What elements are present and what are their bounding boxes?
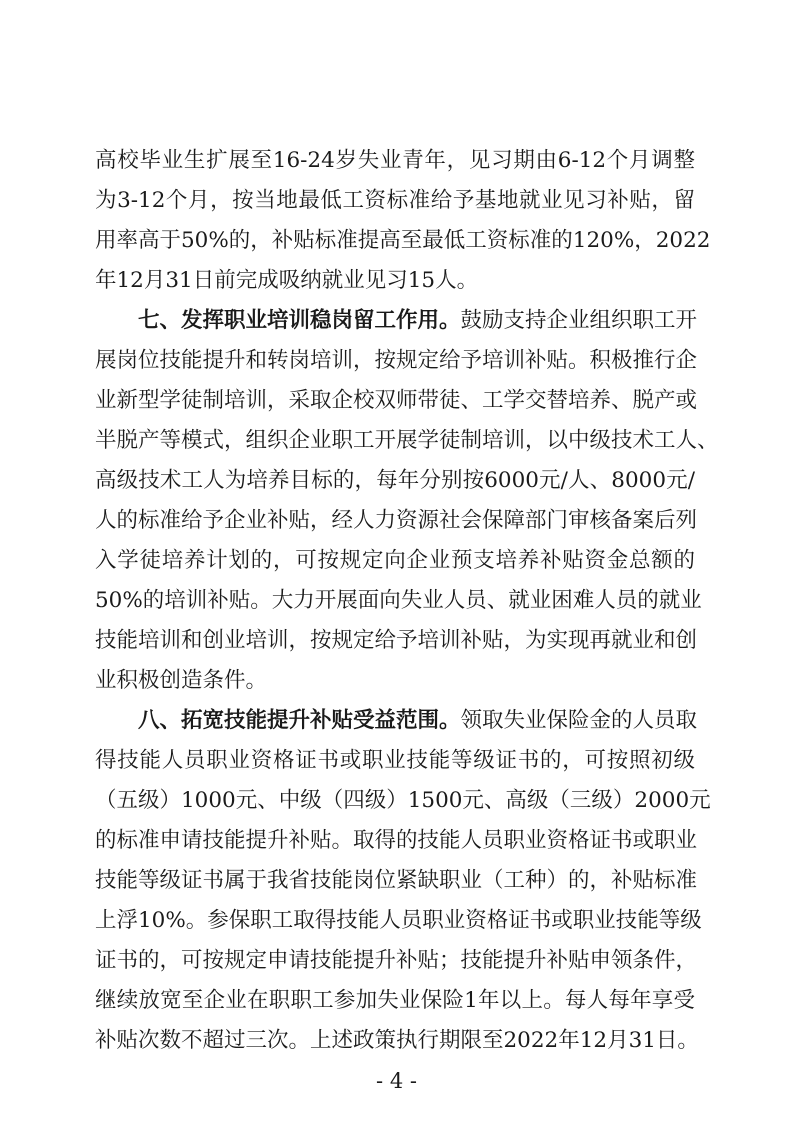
text-line: 补贴次数不超过三次。上述政策执行期限至2022年12月31日。	[95, 1028, 699, 1053]
section-heading: 八、拓宽技能提升补贴受益范围。	[138, 708, 461, 733]
text-line: 50%的培训补贴。大力开展面向失业人员、就业困难人员的就业	[95, 588, 702, 613]
text-line: 高级技术工人为培养目标的，每年分别按6000元/人、8000元/	[95, 468, 695, 493]
text-line: 技能培训和创业培训，按规定给予培训补贴，为实现再就业和创	[95, 628, 698, 653]
text-line: （五级）1000元、中级（四级）1500元、高级（三级）2000元	[95, 788, 711, 813]
text-line: 得技能人员职业资格证书或职业技能等级证书的，可按照初级	[95, 748, 695, 773]
text-line: 年12月31日前完成吸纳就业见习15人。	[95, 268, 479, 293]
text-line: 的标准申请技能提升补贴。取得的技能人员职业资格证书或职业	[95, 828, 698, 853]
page-number: - 4 -	[376, 1069, 417, 1093]
text-line: 业新型学徒制培训，采取企校双师带徒、工学交替培养、脱产或	[95, 388, 698, 413]
text-line: 上浮10%。参保职工取得技能人员职业资格证书或职业技能等级	[95, 908, 702, 933]
text-line: 技能等级证书属于我省技能岗位紧缺职业（工种）的，补贴标准	[95, 868, 698, 893]
section-heading: 七、发挥职业培训稳岗留工作用。	[138, 308, 461, 333]
text-line: 继续放宽至企业在职职工参加失业保险1年以上。每人每年享受	[95, 988, 695, 1013]
text-line: 入学徒培养计划的，可按规定向企业预支培养补贴资金总额的	[95, 548, 695, 573]
text-line: 业积极创造条件。	[95, 668, 268, 693]
text-line: 为3-12个月，按当地最低工资标准给予基地就业见习补贴，留	[95, 188, 695, 213]
section-heading-line: 七、发挥职业培训稳岗留工作用。鼓励支持企业组织职工开	[138, 308, 698, 333]
text-line: 展岗位技能提升和转岗培训，按规定给予培训补贴。积极推行企	[95, 348, 698, 373]
section-heading-line: 八、拓宽技能提升补贴受益范围。领取失业保险金的人员取	[138, 708, 698, 733]
text-line: 高校毕业生扩展至16-24岁失业青年，见习期由6-12个月调整	[95, 148, 695, 173]
text-line: 人的标准给予企业补贴，经人力资源社会保障部门审核备案后列	[95, 508, 698, 533]
text-line: 半脱产等模式，组织企业职工开展学徒制培训，以中级技术工人、	[95, 428, 719, 453]
text-line: 用率高于50%的，补贴标准提高至最低工资标准的120%，2022	[95, 228, 711, 253]
text-line: 证书的，可按规定申请技能提升补贴；技能提升补贴申领条件，	[95, 948, 698, 973]
